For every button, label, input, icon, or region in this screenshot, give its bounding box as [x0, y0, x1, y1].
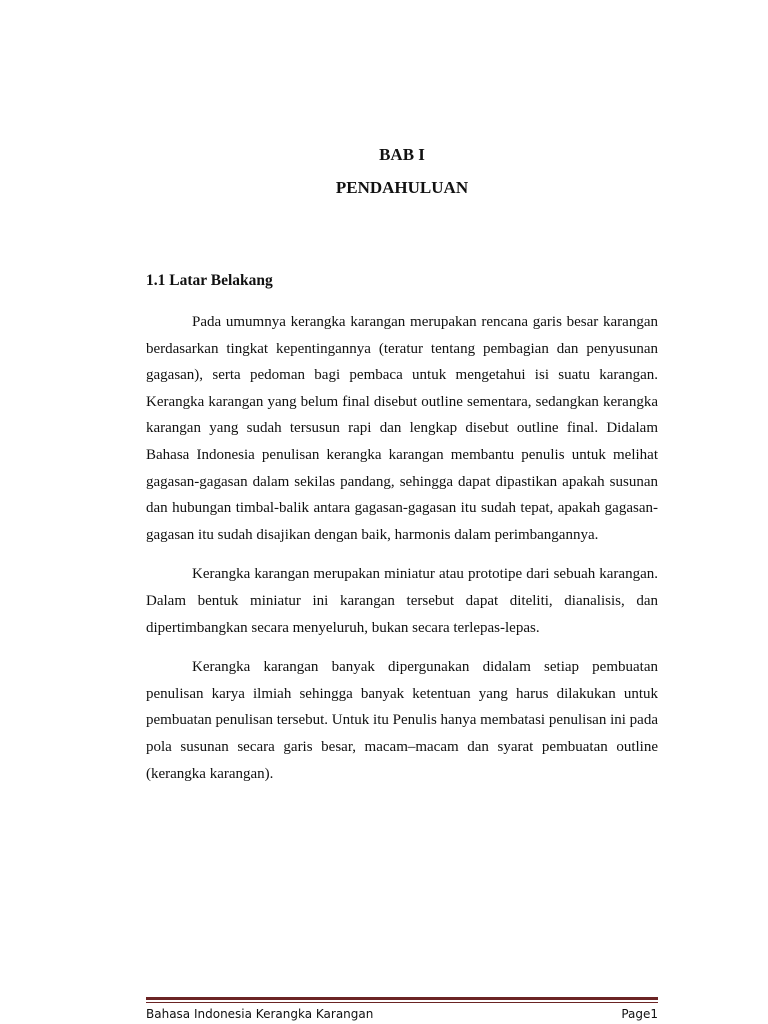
paragraph: Kerangka karangan banyak dipergunakan didalam setiap pembuatan penulisan karya ilmiah sehingga banyak ketentuan yang harus dilakukan untuk pembuatan penulisan tersebut. Untuk itu Penulis hanya membatasi penulisan ini pada pola susunan secara garis besar, macam–macam dan syarat pembuatan outline (kerangka karangan).: [146, 659, 658, 782]
chapter-number: BAB I: [379, 145, 425, 164]
paragraph: Kerangka karangan merupakan miniatur atau prototipe dari sebuah karangan. Dalam bentuk miniatur ini karangan tersebut dapat diteliti, dianalisis, dan dipertimbangkan secara menyeluruh, bukan secara terlepas-lepas.: [146, 566, 658, 636]
body-text: [146, 309, 658, 787]
chapter-heading: [146, 145, 658, 198]
footer-rule-thin: [146, 1002, 658, 1003]
footer-rule: [146, 997, 658, 1000]
footer-title: Bahasa Indonesia Kerangka Karangan: [146, 1007, 374, 1021]
paragraph: Pada umumnya kerangka karangan merupakan rencana garis besar karangan berdasarkan tingkat kepentingannya (teratur tentang pembagian dan penyusunan gagasan), serta pedoman bagi pembaca untuk mengetahui isi suatu karangan. Kerangka karangan yang belum final disebut outline sementara, sedangkan kerangka karangan yang sudah tersusun rapi dan lengkap disebut outline final. Didalam Bahasa Indonesia penulisan kerangka karangan membantu penulis untuk melihat gagasan-gagasan dalam sekilas pandang, sehingga dapat dipastikan apakah susunan dan hubungan timbal-balik antara gagasan-gagasan itu sudah tepat, apakah gagasan-gagasan itu sudah disajikan dengan baik, harmonis dalam perimbangannya.: [146, 314, 658, 543]
page-number: Page1: [621, 1007, 658, 1021]
section-heading: 1.1 Latar Belakang: [146, 272, 273, 289]
chapter-title: PENDAHULUAN: [335, 178, 469, 197]
